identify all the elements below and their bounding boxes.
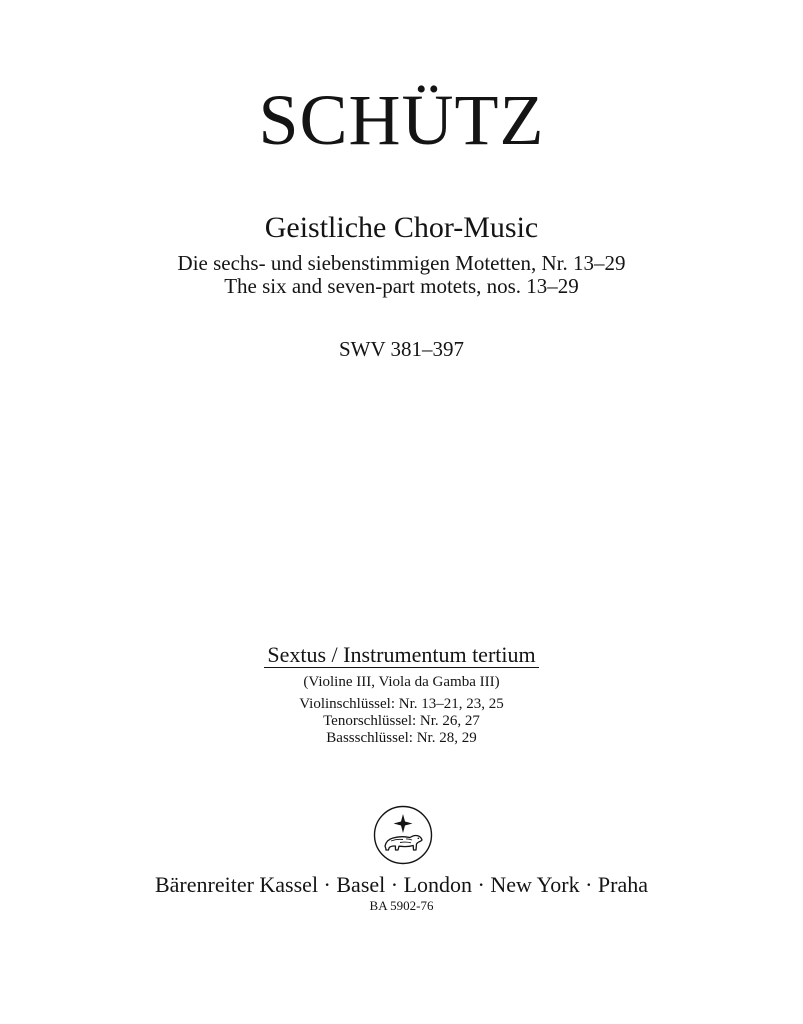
publisher-catalog-number: BA 5902-76 [369, 898, 434, 913]
part-title-text: Sextus / Instrumentum tertium [264, 644, 538, 668]
clef-line: Violinschlüssel: Nr. 13–21, 23, 25 [299, 696, 504, 712]
publisher-cities: Bärenreiter Kassel · Basel · London · New York · Praha [154, 872, 649, 897]
clef-line: Tenorschlüssel: Nr. 26, 27 [323, 713, 480, 729]
subtitle-english: The six and seven-part motets, nos. 13–29 [224, 274, 579, 298]
subtitle-german: Die sechs- und siebenstimmigen Motetten, Nr. 13–29 [177, 251, 626, 275]
work-title: Geistliche Chor-Music [264, 211, 539, 244]
clef-line: Bassschlüssel: Nr. 28, 29 [326, 730, 477, 746]
part-instruments: (Violine III, Viola da Gamba III) [303, 674, 500, 690]
catalog-swv: SWV 381–397 [338, 337, 465, 361]
baerenreiter-bear-star-logo-icon [373, 805, 433, 865]
part-title [0, 644, 803, 668]
composer-name: SCHÜTZ [258, 80, 545, 160]
